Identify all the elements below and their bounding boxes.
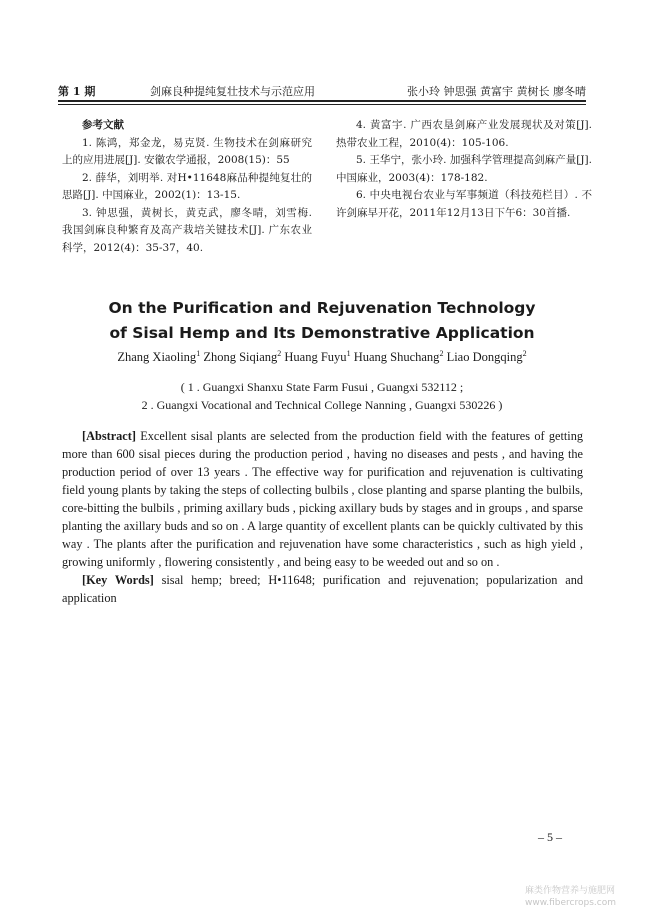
author-name: Zhang Xiaoling — [117, 350, 197, 365]
keywords-paragraph — [62, 571, 583, 607]
watermark-line: www.fibercrops.com — [525, 898, 616, 908]
header-rule-thick — [58, 100, 586, 102]
abstract-text: Excellent sisal plants are selected from the production field with the features of getting more than 600 sisal pieces during the production period , having no diseases and pests , and having the production period of over 13 years . The effective way for purification and rejuvenation is cultivating field young plants by taking the steps of collecting bulbils , close planting and sparse planting the bulbils, core-bitting the bulbils , priming axillary buds , picking axillary buds by stages and in groups , and sparse planting the axillary buds and so on . A large quantity of excellent plants can be quickly cultivated by this way . The plants after the purification and rejuvenation have some characteristics , such as high yield , growing uniformly , flowering consistently , and being easy to be weeded out and so on . — [62, 429, 583, 569]
author-name: Huang Fuyu — [284, 350, 347, 365]
article-title-line: of Sisal Hemp and Its Demonstrative Application — [109, 324, 535, 342]
affiliations — [58, 378, 586, 414]
reference-item: 4. 黄富宇. 广西农垦剑麻产业发展现状及对策[J]. 热带农业工程，2010(4)：105-106. — [336, 119, 592, 149]
author-affiliation-mark: 2 — [522, 349, 527, 358]
references-heading: 参考文献 — [82, 119, 124, 131]
watermark-line: 麻类作物营养与施肥网 — [525, 886, 616, 896]
author-name: Huang Shuchang — [353, 350, 440, 365]
running-authors: 张小玲 钟思强 黄富宇 黄树长 廖冬晴 — [407, 85, 586, 98]
author-name: Zhong Siqiang — [203, 350, 278, 365]
author-affiliation-mark: 2 — [439, 349, 444, 358]
header-rule-thin — [58, 104, 586, 105]
author-affiliation-mark: 1 — [346, 349, 351, 358]
reference-item: 5. 王华宁，张小玲. 加强科学管理提高剑麻产量[J]. 中国麻业，2003(4)：178-182. — [336, 154, 592, 184]
running-header — [58, 80, 586, 102]
watermark — [525, 885, 645, 909]
reference-item: 1. 陈鸿，郑金龙，易克贤. 生物技术在剑麻研究上的应用进展[J]. 安徽农学通报，2008(15)：55 — [62, 136, 312, 166]
keywords-label: [Key Words] — [82, 573, 154, 587]
issue-number: 第 1 期 — [58, 85, 96, 98]
references-right-column — [336, 117, 592, 222]
reference-item: 2. 薛华，刘明举. 对H•11648麻品种提纯复壮的思路[J]. 中国麻业，2002(1)：13-15. — [62, 171, 312, 201]
reference-item: 6. 中央电视台农业与军事频道（科技苑栏目）. 不许剑麻早开花，2011年12月13日下午6：30首播. — [336, 189, 592, 219]
author-affiliation-mark: 2 — [277, 349, 282, 358]
affiliation-line: ( 1 . Guangxi Shanxu State Farm Fusui , Guangxi 532112 ; — [180, 380, 464, 394]
affiliation-line: 2 . Guangxi Vocational and Technical College Nanning , Guangxi 530226 ) — [141, 398, 503, 412]
running-title: 剑麻良种提纯复壮技术与示范应用 — [150, 85, 315, 98]
author-list — [58, 349, 586, 365]
author-name: Liao Dongqing — [446, 350, 523, 365]
article-title-line: On the Purification and Rejuvenation Technology — [108, 299, 536, 317]
reference-item: 3. 钟思强，黄树长，黄克武，廖冬晴，刘雪梅. 我国剑麻良种繁育及高产栽培关键技术[J]. 广东农业科学，2012(4)：35-37，40. — [62, 206, 312, 254]
abstract-label: [Abstract] — [82, 429, 136, 443]
abstract-paragraph — [62, 427, 583, 571]
keywords-text: sisal hemp; breed; H•11648; purification and rejuvenation; popularization and application — [62, 573, 584, 605]
article-title — [58, 296, 586, 346]
page-number: – 5 – — [538, 830, 562, 844]
abstract-section — [62, 427, 583, 607]
author-affiliation-mark: 1 — [196, 349, 201, 358]
references-left-column — [62, 117, 312, 257]
